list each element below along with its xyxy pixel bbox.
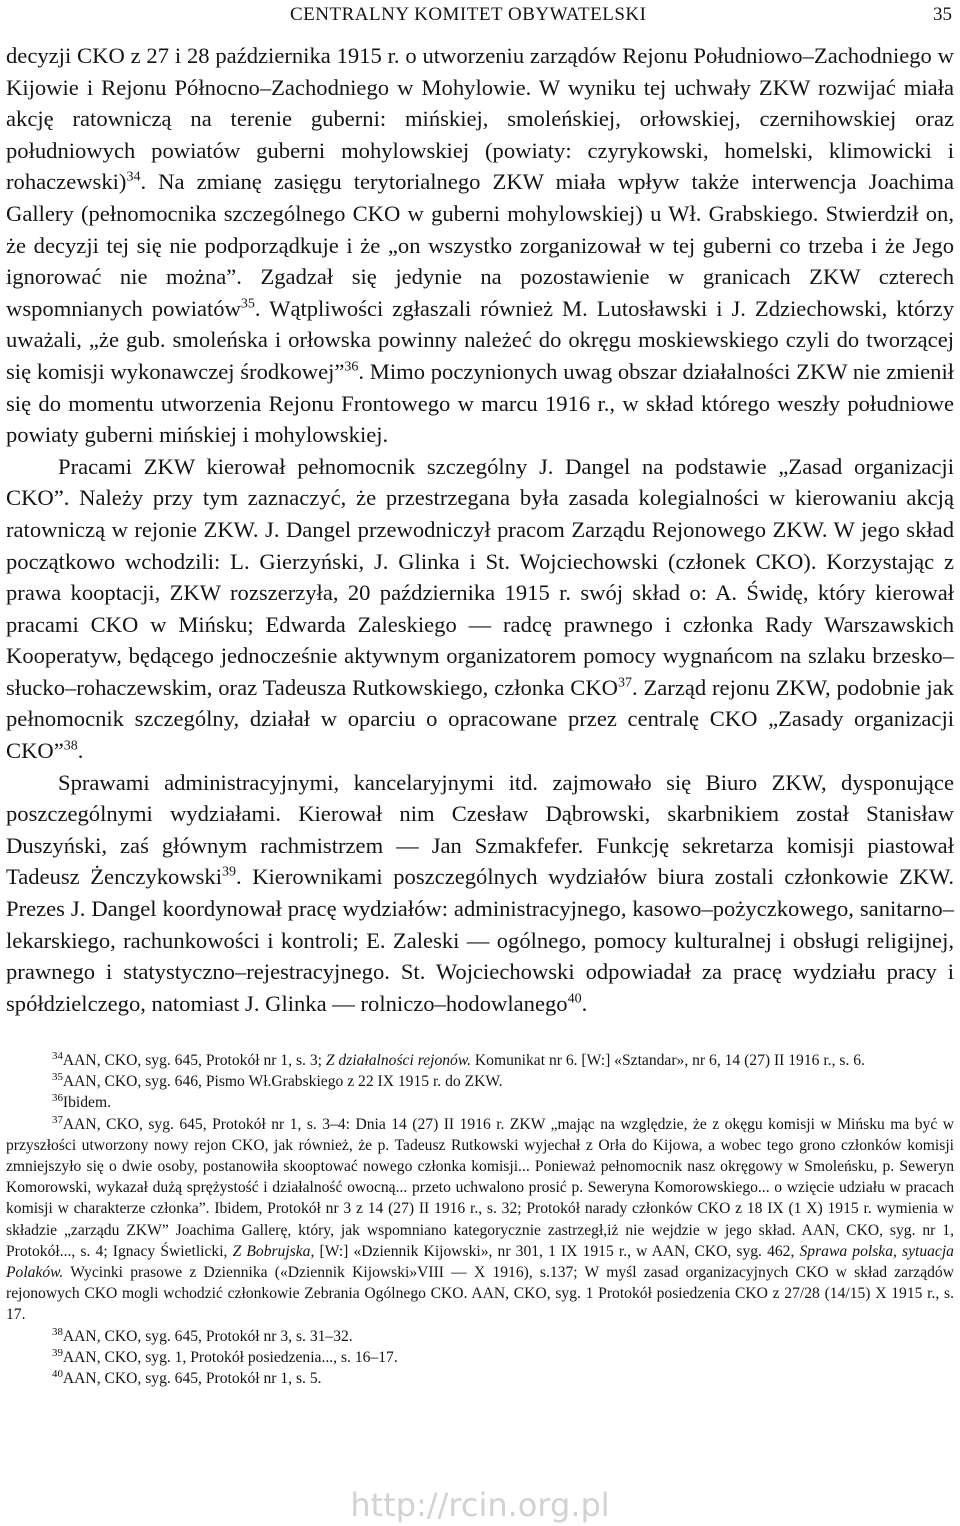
footnote-ref-37: 37 bbox=[617, 675, 632, 691]
text-run: Pracami ZKW kierował pełnomocnik szczególny J. Dangel na podstawie „Zasad organizacji CKO”. Należy przy tym zaznaczyć, że przestrzegana była zasada kolegialności w kierowaniu akcją ratowniczą w rejonie ZKW. J. Dangel przewodniczył pracom Zarządu Rejonowego ZKW. W jego skład początkowo wchodzili: L. Gierzyński, J. Glinka i St. Wojciechowski (członek CKO). Korzystając z prawa kooptacji, ZKW rozszerzyła, 20 października 1915 r. swój skład o: A. Świdę, który kierował pracami CKO w Mińsku; Edwarda Zaleskiego — radcę prawnego i członka Rady Warszawskich Kooperatyw, będącego jednocześnie aktywnym organizatorem pomocy wygnańcom na szlaku brzesko–słucko–rohaczewskim, oraz Tadeusza Rutkowskiego, członka CKO bbox=[6, 453, 954, 700]
footnote-text: AAN, CKO, syg. 646, Pismo Wł.Grabskiego z 22 IX 1915 r. do ZKW. bbox=[62, 1073, 503, 1091]
footnote-number: 34 bbox=[52, 1049, 63, 1062]
footnote-text: Ibidem. bbox=[62, 1094, 111, 1112]
footnote-text: AAN, CKO, syg. 1, Protokół posiedzenia..., s. 16–17. bbox=[62, 1348, 398, 1366]
footnote-text: Wycinki prasowe z Dziennika («Dziennik Kijowski»VIII — X 1916), s.137; W myśl zasad organizacyjnych CKO w skład zarządów rejonowych CKO mogli wchodzić członkowie Zebrania Ogólnego CKO. AAN, CKO, syg. 1 Protokół posiedzenia CKO z 27/28 (14/15) X 1915 r., s. 17. bbox=[6, 1264, 954, 1324]
footnote-number: 39 bbox=[52, 1346, 63, 1359]
footnote-text: AAN, CKO, syg. 645, Protokół nr 1, s. 3–4: Dnia 14 (27) II 1916 r. ZKW „mając na względzie, że z okęgu komisji w Mińsku ma być w przyszłości utworzony nowy rejon CKO, jak również, że p. Tadeusz Rutkowski wyjechał z Orła do Kijowa, a wobec tego grono członków komisji zmniejszyło się o dwie osoby, postanowiła skooptować nowego członka komisji... Ponieważ pełnomocnik nasz okręgowy w Smoleńsku, p. Seweryn Komorowski, wykazał dużą sprężystość i działalność owocną... przeto uchwalono prosić p. Seweryna Komorowskiego... o wzięcie udziału w pracach komisji w charakterze członka”. Ibidem, Protokół nr 3 z 14 (27) II 1916 r., s. 32; Protokół narady członków CKO z 18 IX (1 X) 1915 r. wymienia w składzie „zarządu ZKW” Joachima Gallerę, który, jak wspomniano kategorycznie zastrzegł,iż nie wejdzie w jego skład. AAN, CKO, syg. nr 1, Protokół..., s. 4; Ignacy Świetlicki, bbox=[6, 1115, 954, 1260]
main-text bbox=[6, 40, 954, 1019]
footnote-number: 37 bbox=[52, 1113, 63, 1126]
footnote-italic: Z Bobrujska, bbox=[232, 1242, 315, 1260]
footnote-text: AAN, CKO, syg. 645, Protokół nr 1, s. 3; bbox=[62, 1052, 326, 1069]
footnote-38 bbox=[6, 1326, 954, 1347]
running-head bbox=[0, 4, 960, 28]
footnote-number: 40 bbox=[52, 1367, 63, 1380]
running-title: CENTRALNY KOMITET OBYWATELSKI bbox=[290, 4, 647, 25]
footnote-ref-39: 39 bbox=[222, 864, 236, 880]
footnote-ref-34: 34 bbox=[126, 169, 141, 185]
footnote-text: Komunikat nr 6. [W:] «Sztandar», nr 6, 14 (27) II 1916 r., s. 6. bbox=[470, 1052, 865, 1069]
footnote-39 bbox=[6, 1347, 954, 1368]
page-number: 35 bbox=[933, 4, 952, 25]
footnote-text: AAN, CKO, syg. 645, Protokół nr 3, s. 31–32. bbox=[62, 1327, 353, 1345]
text-run: . Zarząd rejonu ZKW, podobnie jak pełnomocnik szczególny, działał w oparciu o opracowane przez centralę CKO „Zasady organizacji CKO” bbox=[6, 674, 954, 764]
text-run: decyzji CKO z 27 i 28 października 1915 r. o utworzeniu zarządów Rejonu Południowo–Zachodniego w Kijowie i Rejonu Północno–Zachodniego w Mohylowie. W wyniku tej uchwały ZKW rozwijać miała akcję ratowniczą na terenie guberni: mińskiej, smoleńskiej, orłowskiej, czernihowskiej oraz południowych powiatów guberni mohylowskiej (powiaty: czyrykowski, homelski, klimowicki i rohaczewski) bbox=[6, 43, 954, 195]
footnote-ref-40: 40 bbox=[567, 991, 582, 1007]
footnote-number: 38 bbox=[52, 1325, 63, 1338]
text-run: . Mimo poczynionych uwag obszar działalności ZKW nie zmienił się do momentu utworzenia Rejonu Frontowego w marcu 1916 r., w skład którego weszły południowe powiaty guberni mińskiej i mohylowskiej. bbox=[6, 358, 954, 448]
footnote-ref-36: 36 bbox=[344, 359, 359, 375]
footnote-40 bbox=[6, 1368, 954, 1389]
text-run: . bbox=[77, 738, 84, 764]
text-run: . Na zmianę zasięgu terytorialnego ZKW miała wpływ także interwencja Joachima Gallery (pełnomocnika szczególnego CKO w guberni mohylowskiej) u Wł. Grabskiego. Stwierdził on, że decyzji tej się nie podporządkuje i że „on wszystko zorganizował w tej guberni co trzeba i że Jego ignorować nie można”. Zgadzał się jedynie na pozostawienie w granicach ZKW czterech wspomnianych powiatów bbox=[6, 169, 954, 321]
footnote-ref-38: 38 bbox=[63, 738, 78, 754]
watermark-url: http://rcin.org.pl bbox=[350, 1486, 610, 1524]
footnote-number: 35 bbox=[52, 1071, 63, 1084]
footnote-37 bbox=[6, 1114, 954, 1326]
footnotes bbox=[6, 1050, 954, 1389]
text-run: . Kierownikami poszczególnych wydziałów biura zostali członkowie ZKW. Prezes J. Dangel koordynował pracę wydziałów: administracyjnego, kasowo–pożyczkowego, sanitarno–lekarskiego, rachunkowości i kontroli; E. Zaleski — ogólnego, pomocy kulturalnej i obsługi religijnej, prawnego i statystyczno–rejestracyjnego. St. Wojciechowski odpowiadał za pracę wydziału pracy i spółdzielczego, natomiast J. Glinka — rolniczo–hodowlanego bbox=[6, 864, 954, 1016]
paragraph-1 bbox=[6, 40, 954, 451]
text-run: Sprawami administracyjnymi, kancelaryjnymi itd. zajmowało się Biuro ZKW, dysponujące poszczególnymi wydziałami. Kierował nim Czesław Dąbrowski, skarbnikiem został Stanisław Duszyński, zaś głównym rachmistrzem — Jan Szmakfefer. Funkcję sekretarza komisji piastował Tadeusz Żenczykowski bbox=[6, 769, 954, 890]
footnote-italic: Z działalności rejonów. bbox=[325, 1052, 471, 1069]
footnote-ref-35: 35 bbox=[240, 296, 255, 312]
footnote-34 bbox=[6, 1050, 954, 1071]
paragraph-2 bbox=[6, 451, 954, 767]
footnote-italic: Sprawa polska, sytuacja Polaków. bbox=[6, 1242, 954, 1282]
paragraph-3 bbox=[6, 767, 954, 1020]
footnote-number: 36 bbox=[52, 1092, 63, 1105]
footnote-text: [W:] «Dziennik Kijowski», nr 301, 1 IX 1915 r., w AAN, CKO, syg. 462, bbox=[314, 1242, 800, 1260]
footnote-text: AAN, CKO, syg. 645, Protokół nr 1, s. 5. bbox=[62, 1370, 322, 1388]
text-run: . Wątpliwości zgłaszali również M. Lutosławski i J. Zdziechowski, którzy uważali, „że gub. smoleńska i orłowska powinny należeć do okręgu moskiewskiego czyli do tworzącej się komisji wykonawczej środkowej” bbox=[6, 295, 954, 384]
text-run: . bbox=[581, 990, 588, 1016]
footnote-35 bbox=[6, 1071, 954, 1092]
footnote-36 bbox=[6, 1092, 954, 1113]
